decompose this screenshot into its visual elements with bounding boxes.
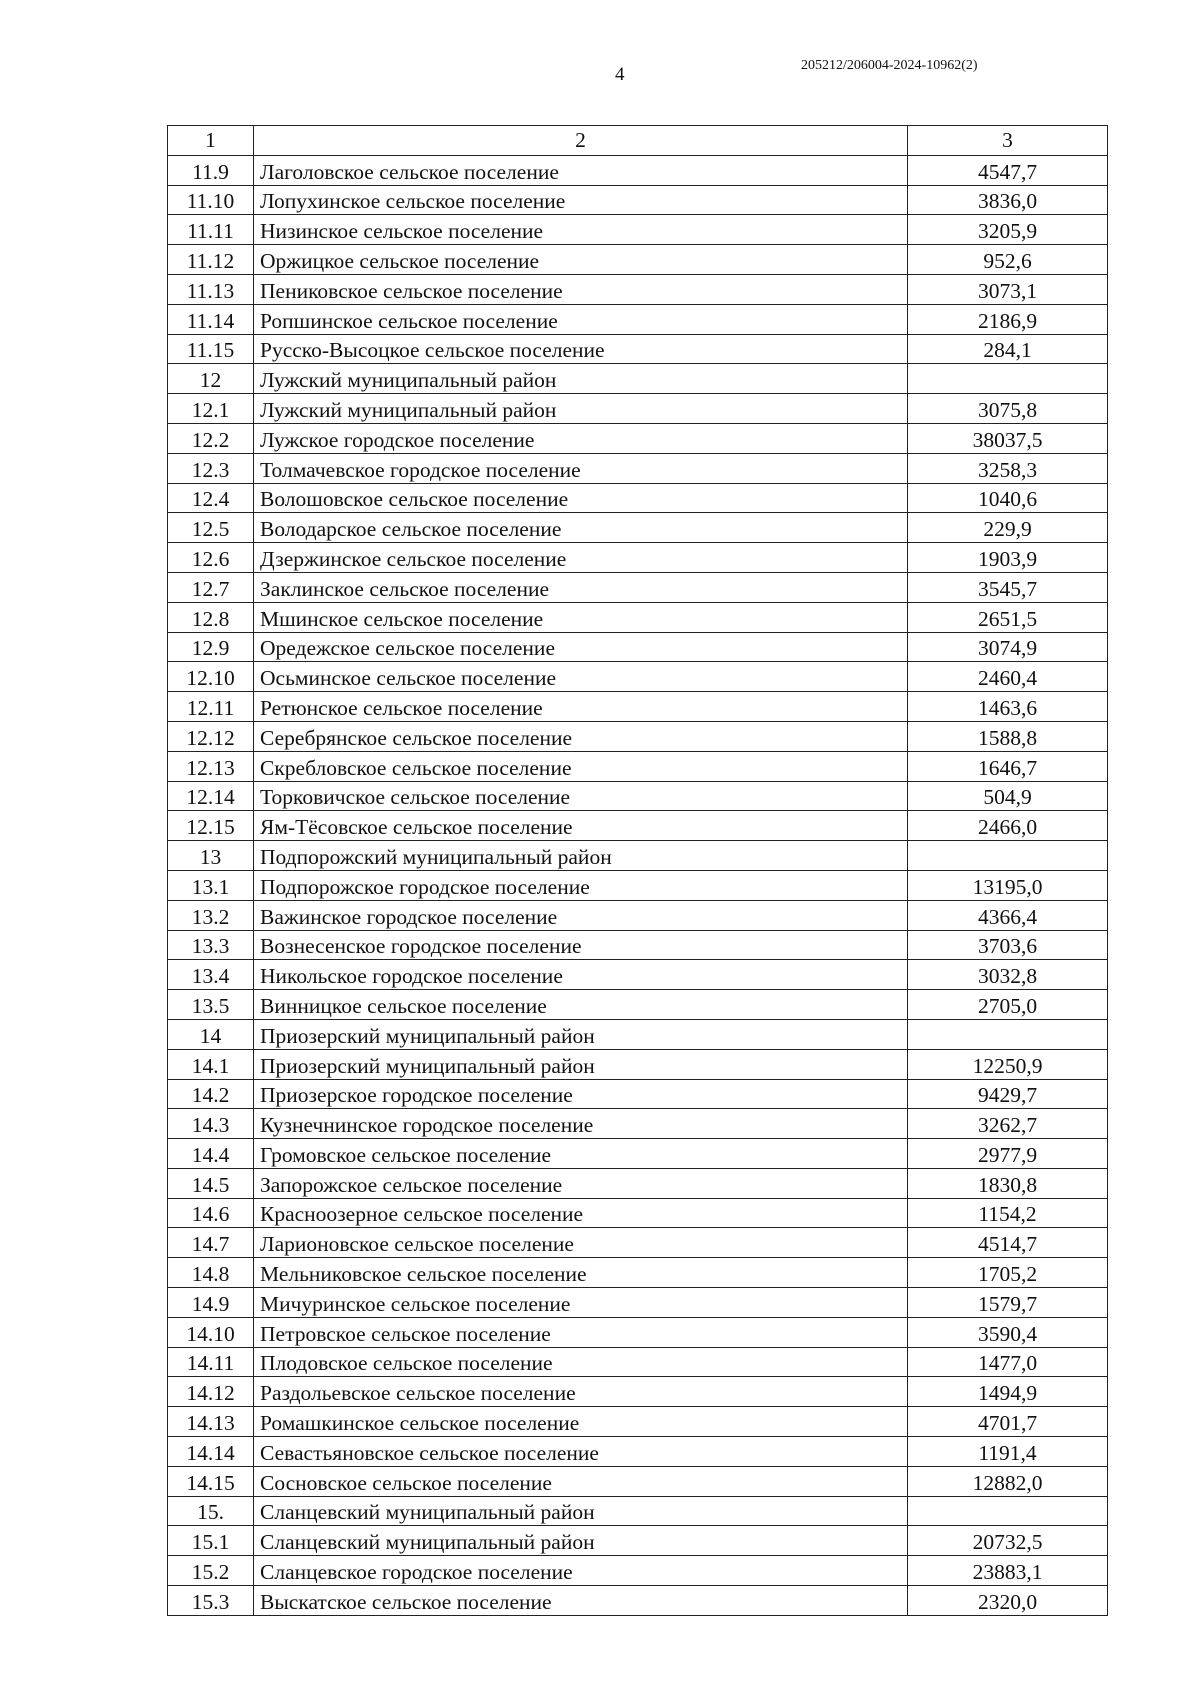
table-row [168, 1019, 1108, 1049]
row-number: 15. [168, 1496, 254, 1526]
row-number: 14.3 [168, 1109, 254, 1139]
table-row [168, 811, 1108, 841]
row-number: 12.11 [168, 692, 254, 722]
table-row [168, 602, 1108, 632]
settlement-name: Волошовское сельское поселение [254, 483, 908, 513]
row-number: 14.9 [168, 1288, 254, 1318]
row-value: 4366,4 [908, 900, 1108, 930]
settlement-name: Приозерское городское поселение [254, 1079, 908, 1109]
table-row [168, 1437, 1108, 1467]
table-row [168, 1317, 1108, 1347]
table-row [168, 1347, 1108, 1377]
table-row [168, 453, 1108, 483]
settlement-name: Мельниковское сельское поселение [254, 1258, 908, 1288]
table-row [168, 662, 1108, 692]
table-row [168, 900, 1108, 930]
table-row [168, 1109, 1108, 1139]
table-row [168, 692, 1108, 722]
row-value: 1903,9 [908, 543, 1108, 573]
table-row [168, 870, 1108, 900]
table-body [168, 155, 1108, 1615]
settlement-name: Подпорожское городское поселение [254, 870, 908, 900]
settlement-name: Никольское городское поселение [254, 960, 908, 990]
table-row [168, 1198, 1108, 1228]
settlement-name: Лужский муниципальный район [254, 394, 908, 424]
table-row [168, 1586, 1108, 1616]
row-number: 11.12 [168, 245, 254, 275]
settlement-name: Сланцевское городское поселение [254, 1556, 908, 1586]
settlement-name: Важинское городское поселение [254, 900, 908, 930]
settlement-name: Мичуринское сельское поселение [254, 1288, 908, 1318]
row-number: 12.10 [168, 662, 254, 692]
row-value: 1494,9 [908, 1377, 1108, 1407]
row-number: 11.10 [168, 185, 254, 215]
row-number: 13.4 [168, 960, 254, 990]
row-value: 9429,7 [908, 1079, 1108, 1109]
row-value: 284,1 [908, 334, 1108, 364]
settlement-name: Серебрянское сельское поселение [254, 721, 908, 751]
row-value: 1646,7 [908, 751, 1108, 781]
row-number: 14.13 [168, 1407, 254, 1437]
row-number: 14.1 [168, 1049, 254, 1079]
row-value: 4701,7 [908, 1407, 1108, 1437]
row-value: 38037,5 [908, 423, 1108, 453]
row-value: 12882,0 [908, 1466, 1108, 1496]
row-value: 3074,9 [908, 632, 1108, 662]
settlement-name: Сланцевский муниципальный район [254, 1496, 908, 1526]
column-header-3: 3 [908, 126, 1108, 156]
row-value: 952,6 [908, 245, 1108, 275]
settlement-name: Ромашкинское сельское поселение [254, 1407, 908, 1437]
table-row [168, 1377, 1108, 1407]
settlement-name: Вознесенское городское поселение [254, 930, 908, 960]
row-value: 3075,8 [908, 394, 1108, 424]
column-header-1: 1 [168, 126, 254, 156]
row-value: 3545,7 [908, 572, 1108, 602]
row-number: 14.2 [168, 1079, 254, 1109]
row-value: 3032,8 [908, 960, 1108, 990]
row-number: 14.12 [168, 1377, 254, 1407]
row-value: 2977,9 [908, 1139, 1108, 1169]
row-number: 14.15 [168, 1466, 254, 1496]
settlement-name: Ям-Тёсовское сельское поселение [254, 811, 908, 841]
row-value: 504,9 [908, 781, 1108, 811]
row-number: 12.7 [168, 572, 254, 602]
row-number: 13.2 [168, 900, 254, 930]
page-number: 4 [615, 64, 625, 85]
table-row [168, 1407, 1108, 1437]
row-value: 1040,6 [908, 483, 1108, 513]
row-number: 14.4 [168, 1139, 254, 1169]
row-number: 12.6 [168, 543, 254, 573]
table-row [168, 1168, 1108, 1198]
row-number: 14.11 [168, 1347, 254, 1377]
row-number: 12.2 [168, 423, 254, 453]
table-row [168, 1228, 1108, 1258]
table-row [168, 1496, 1108, 1526]
table-row [168, 543, 1108, 573]
table-row [168, 364, 1108, 394]
settlement-name: Кузнечнинское городское поселение [254, 1109, 908, 1139]
row-number: 14.10 [168, 1317, 254, 1347]
row-value: 12250,9 [908, 1049, 1108, 1079]
table-row [168, 1049, 1108, 1079]
table-row [168, 1466, 1108, 1496]
row-value: 1579,7 [908, 1288, 1108, 1318]
row-value: 1463,6 [908, 692, 1108, 722]
table-row [168, 751, 1108, 781]
table-header-row [168, 126, 1108, 156]
table-row [168, 721, 1108, 751]
row-number: 12.15 [168, 811, 254, 841]
settlement-name: Лужское городское поселение [254, 423, 908, 453]
row-value: 23883,1 [908, 1556, 1108, 1586]
row-number: 14.7 [168, 1228, 254, 1258]
table-row [168, 1079, 1108, 1109]
table-row [168, 572, 1108, 602]
row-value: 2320,0 [908, 1586, 1108, 1616]
row-value: 13195,0 [908, 870, 1108, 900]
table-row [168, 215, 1108, 245]
settlement-name: Русско-Высоцкое сельское поселение [254, 334, 908, 364]
row-value [908, 841, 1108, 871]
row-value: 1191,4 [908, 1437, 1108, 1467]
table-row [168, 245, 1108, 275]
row-number: 12.8 [168, 602, 254, 632]
table-row [168, 632, 1108, 662]
settlement-name: Торковичское сельское поселение [254, 781, 908, 811]
table-row [168, 990, 1108, 1020]
row-number: 12.13 [168, 751, 254, 781]
row-number: 11.14 [168, 304, 254, 334]
settlement-name: Запорожское сельское поселение [254, 1168, 908, 1198]
row-number: 14.14 [168, 1437, 254, 1467]
settlement-name: Сосновское сельское поселение [254, 1466, 908, 1496]
row-number: 13.1 [168, 870, 254, 900]
row-number: 14 [168, 1019, 254, 1049]
settlement-name: Приозерский муниципальный район [254, 1019, 908, 1049]
settlement-name: Толмачевское городское поселение [254, 453, 908, 483]
table-row [168, 185, 1108, 215]
table-row [168, 1258, 1108, 1288]
table-row [168, 513, 1108, 543]
row-number: 15.3 [168, 1586, 254, 1616]
row-number: 13.3 [168, 930, 254, 960]
settlement-name: Володарское сельское поселение [254, 513, 908, 543]
row-value: 3590,4 [908, 1317, 1108, 1347]
table-row [168, 1288, 1108, 1318]
settlement-name: Севастьяновское сельское поселение [254, 1437, 908, 1467]
row-number: 11.9 [168, 155, 254, 185]
row-number: 15.1 [168, 1526, 254, 1556]
table-row [168, 781, 1108, 811]
row-value: 2705,0 [908, 990, 1108, 1020]
row-value: 1588,8 [908, 721, 1108, 751]
row-number: 13.5 [168, 990, 254, 1020]
settlement-name: Пениковское сельское поселение [254, 274, 908, 304]
settlement-name: Подпорожский муниципальный район [254, 841, 908, 871]
settlement-name: Мшинское сельское поселение [254, 602, 908, 632]
row-number: 14.5 [168, 1168, 254, 1198]
table-row [168, 304, 1108, 334]
row-value [908, 1019, 1108, 1049]
row-value: 3262,7 [908, 1109, 1108, 1139]
settlement-name: Ропшинское сельское поселение [254, 304, 908, 334]
settlement-name: Лопухинское сельское поселение [254, 185, 908, 215]
table-row [168, 841, 1108, 871]
settlement-name: Громовское сельское поселение [254, 1139, 908, 1169]
row-value: 1154,2 [908, 1198, 1108, 1228]
row-value: 1830,8 [908, 1168, 1108, 1198]
table-row [168, 1526, 1108, 1556]
row-value: 4547,7 [908, 155, 1108, 185]
table-row [168, 155, 1108, 185]
table-row [168, 930, 1108, 960]
row-value: 3205,9 [908, 215, 1108, 245]
settlement-name: Оредежское сельское поселение [254, 632, 908, 662]
table-row [168, 960, 1108, 990]
settlement-name: Лаголовское сельское поселение [254, 155, 908, 185]
settlement-name: Плодовское сельское поселение [254, 1347, 908, 1377]
settlement-name: Раздольевское сельское поселение [254, 1377, 908, 1407]
row-value: 229,9 [908, 513, 1108, 543]
settlement-name: Оржицкое сельское поселение [254, 245, 908, 275]
column-header-2: 2 [254, 126, 908, 156]
row-number: 12.5 [168, 513, 254, 543]
settlement-name: Ларионовское сельское поселение [254, 1228, 908, 1258]
row-number: 12.12 [168, 721, 254, 751]
row-number: 15.2 [168, 1556, 254, 1586]
settlement-name: Лужский муниципальный район [254, 364, 908, 394]
data-table [167, 125, 1108, 1616]
row-value: 3258,3 [908, 453, 1108, 483]
settlement-name: Дзержинское сельское поселение [254, 543, 908, 573]
table-row [168, 483, 1108, 513]
settlement-name: Осьминское сельское поселение [254, 662, 908, 692]
settlement-name: Винницкое сельское поселение [254, 990, 908, 1020]
row-number: 12.9 [168, 632, 254, 662]
row-number: 14.8 [168, 1258, 254, 1288]
row-value: 4514,7 [908, 1228, 1108, 1258]
row-number: 11.15 [168, 334, 254, 364]
row-value [908, 1496, 1108, 1526]
table-row [168, 423, 1108, 453]
table-row [168, 1139, 1108, 1169]
row-value: 2460,4 [908, 662, 1108, 692]
row-value: 2466,0 [908, 811, 1108, 841]
settlement-name: Петровское сельское поселение [254, 1317, 908, 1347]
row-number: 12.4 [168, 483, 254, 513]
row-value: 1705,2 [908, 1258, 1108, 1288]
row-value: 2651,5 [908, 602, 1108, 632]
settlement-name: Скребловское сельское поселение [254, 751, 908, 781]
row-value: 2186,9 [908, 304, 1108, 334]
row-number: 12 [168, 364, 254, 394]
row-number: 12.3 [168, 453, 254, 483]
settlement-name: Сланцевский муниципальный район [254, 1526, 908, 1556]
table-row [168, 394, 1108, 424]
settlement-name: Ретюнское сельское поселение [254, 692, 908, 722]
settlement-name: Заклинское сельское поселение [254, 572, 908, 602]
settlement-name: Красноозерное сельское поселение [254, 1198, 908, 1228]
settlement-name: Выскатское сельское поселение [254, 1586, 908, 1616]
row-value: 3073,1 [908, 274, 1108, 304]
table-row [168, 334, 1108, 364]
row-number: 11.11 [168, 215, 254, 245]
row-value: 3703,6 [908, 930, 1108, 960]
row-number: 14.6 [168, 1198, 254, 1228]
table-row [168, 274, 1108, 304]
row-value: 1477,0 [908, 1347, 1108, 1377]
row-number: 11.13 [168, 274, 254, 304]
row-value [908, 364, 1108, 394]
document-id: 205212/206004-2024-10962(2) [801, 58, 978, 73]
table-row [168, 1556, 1108, 1586]
row-number: 12.14 [168, 781, 254, 811]
row-value: 3836,0 [908, 185, 1108, 215]
row-value: 20732,5 [908, 1526, 1108, 1556]
row-number: 12.1 [168, 394, 254, 424]
table-header [168, 126, 1108, 156]
row-number: 13 [168, 841, 254, 871]
settlement-name: Приозерский муниципальный район [254, 1049, 908, 1079]
settlement-name: Низинское сельское поселение [254, 215, 908, 245]
